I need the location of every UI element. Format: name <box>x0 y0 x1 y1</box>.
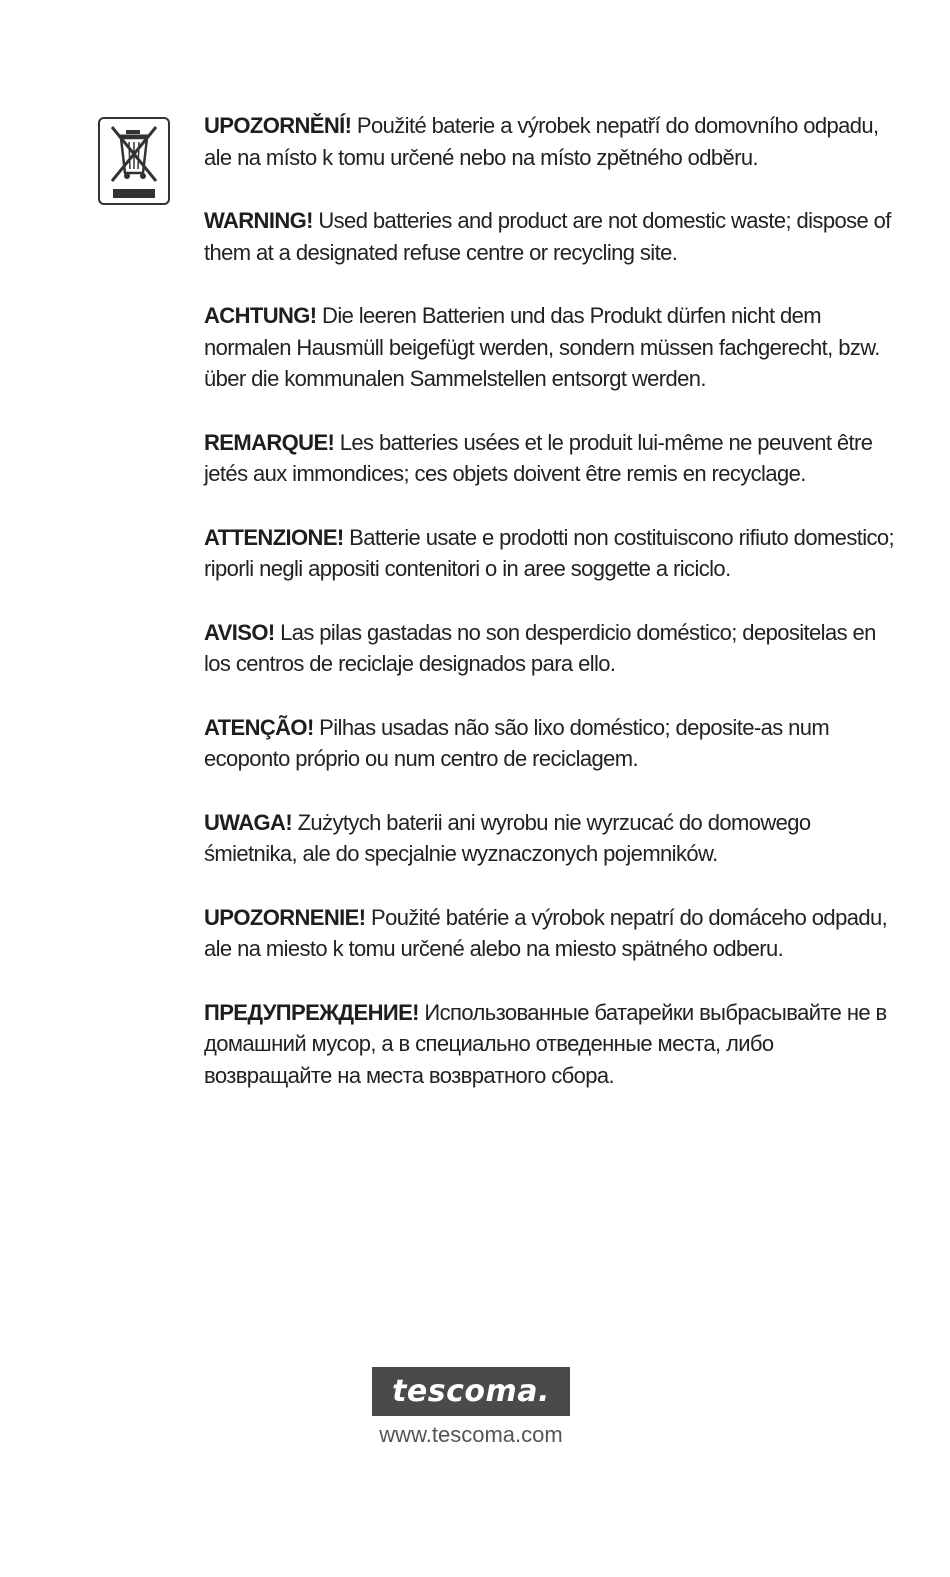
warning-pt <box>204 712 904 775</box>
crossed-out-bin-icon <box>98 117 170 205</box>
warning-ru <box>204 997 904 1092</box>
warning-heading: UWAGA! <box>204 809 293 835</box>
warning-cs <box>204 110 904 173</box>
warning-heading: UPOZORNENIE! <box>204 904 366 930</box>
warning-fr <box>204 427 904 490</box>
warning-text: Pilhas usadas não são lixo doméstico; deposite-as num ecoponto próprio ou num centro de reciclagem. <box>204 714 830 771</box>
warning-text: Použité baterie a výrobek nepatří do domovního odpadu, ale na místo k tomu určené nebo na místo zpětného odběru. <box>204 113 879 170</box>
warning-text: Batterie usate e prodotti non costituiscono rifiuto domestico; riporli negli appositi contenitori o in aree soggette a riciclo. <box>204 524 895 581</box>
warning-heading: ATENÇÃO! <box>204 714 314 740</box>
warning-text: Použité batérie a výrobok nepatrí do domáceho odpadu, ale na miesto k tomu určené alebo na miesto spätného odberu. <box>204 904 888 961</box>
website-url[interactable]: www.tescoma.com <box>379 1422 563 1447</box>
warning-it <box>204 522 904 585</box>
warning-heading: ПРЕДУПРЕЖДЕНИЕ! <box>204 999 419 1025</box>
warning-de <box>204 300 904 395</box>
warning-es <box>204 617 904 680</box>
warning-text: Использованные батарейки выбрасывайте не в домашний мусор, а в специально отведенные места, либо возвращайте на места возвратного сбора. <box>204 999 887 1088</box>
warning-text: Used batteries and product are not domestic waste; dispose of them at a designated refuse centre or recycling site. <box>204 208 891 265</box>
warning-en <box>204 205 904 268</box>
logo-text: tescoma. <box>392 1374 550 1409</box>
tescoma-logo <box>372 1367 570 1416</box>
warning-heading: ACHTUNG! <box>204 303 317 328</box>
warning-heading: WARNING! <box>204 208 313 233</box>
warning-heading: REMARQUE! <box>204 429 335 455</box>
warning-text: Die leeren Batterien und das Produkt dürfen nicht dem normalen Hausmüll beigefügt werden, sondern müssen fachgerecht, bzw. über die kommunalen Sammelstellen entsorgt werden. <box>204 303 880 391</box>
battery-disposal-warnings <box>204 110 904 1123</box>
warning-text: Zużytych baterii ani wyrobu nie wyrzucać do domowego śmietnika, ale do specjalnie wyznaczonych pojemników. <box>204 809 811 866</box>
warning-heading: UPOZORNĚNÍ! <box>204 113 352 138</box>
warning-heading: AVISO! <box>204 619 275 645</box>
warning-pl <box>204 807 904 870</box>
warning-text: Las pilas gastadas no son desperdicio doméstico; depositelas en los centros de reciclaje designados para ello. <box>204 619 876 676</box>
warning-text: Les batteries usées et le produit lui-même ne peuvent être jetés aux immondices; ces objets doivent être remis en recyclage. <box>204 429 873 486</box>
warning-heading: ATTENZIONE! <box>204 524 344 550</box>
warning-sk <box>204 902 904 965</box>
